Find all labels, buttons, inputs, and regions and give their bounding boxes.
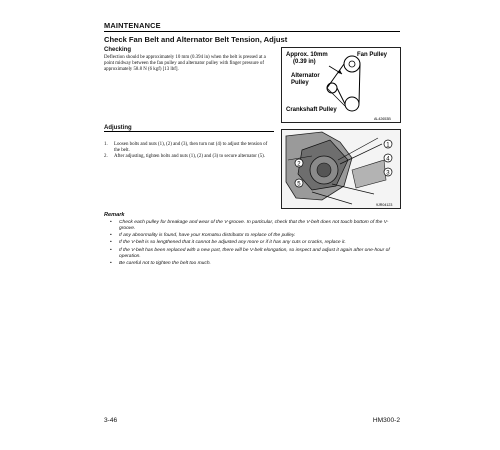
svg-text:5: 5 [297, 181, 301, 188]
adjusting-heading: Adjusting [104, 125, 132, 131]
model-code: HM300-2 [372, 417, 400, 424]
section-header: MAINTENANCE [104, 21, 161, 30]
adjusting-step: 2. After adjusting, tighten bolts and nuts (1), (2) and (3) to secure alternator (5). [104, 154, 266, 160]
page-number: 3-46 [104, 417, 118, 424]
label-alternator: Alternator [291, 73, 320, 79]
svg-text:3: 3 [386, 170, 390, 177]
fan-pulley [344, 56, 360, 72]
belt-line-2 [359, 64, 360, 104]
checking-text: Deflection should be approximately 10 mm (0.394 in) when the belt is pressed at a point midway between the fan pulley and alternator pulley with finger pressure of approximately 58.8 N (6 kgf) [13 lbf]. [104, 55, 266, 73]
remark-item: • Check each pulley for breakage and wear of the V-groove. In particular, check that the V-belt does not touch bottom of the V-groove. [110, 220, 389, 231]
label-crankshaft: Crankshaft Pulley [286, 107, 337, 113]
remark-item: • If any abnormality is found, have your Komatsu distributor to replace of the pulley. [110, 233, 296, 239]
adjusting-rule [104, 131, 274, 132]
checking-heading: Checking [104, 47, 132, 53]
header-rule [104, 31, 400, 32]
alternator-photo [282, 130, 400, 208]
svg-text:1: 1 [386, 142, 390, 149]
figure1-code: AL42653B [374, 117, 391, 121]
remark-item: • If the V-belt has been replaced with a new part, there will be V-belt elongation, so inspect and adjust it again after one-hour of operation. [110, 247, 390, 259]
alternator-photo-figure [281, 129, 401, 209]
remark-list [104, 220, 400, 268]
fan-pulley-hub [349, 61, 355, 67]
svg-text:2: 2 [297, 161, 301, 168]
label-pulley: Pulley [291, 80, 309, 86]
label-fan-pulley: Fan Pulley [357, 52, 388, 58]
figure2-code: 9JR04123 [376, 203, 393, 207]
page-title: Check Fan Belt and Alternator Belt Tension, Adjust [104, 35, 288, 44]
alternator-pulley [327, 83, 337, 93]
belt-diagram [282, 48, 400, 122]
crankshaft-pulley [345, 97, 359, 111]
remark-heading: Remark [104, 212, 125, 218]
label-approx-in: (0.39 in) [293, 59, 316, 65]
svg-text:4: 4 [386, 156, 390, 163]
remark-item: • If the V-belt is so lengthened that it cannot be adjusted any more or if it has any cuts or cracks, replace it. [110, 240, 346, 246]
adjusting-steps [104, 142, 274, 160]
belt-tension-figure [281, 47, 401, 123]
adjusting-step: 1. Loosen bolts and nuts (1), (2) and (3), then turn nut (4) to adjust the tension of the belt. [104, 142, 268, 154]
remark-item: • Be careful not to tighten the belt too much. [110, 260, 211, 266]
label-approx: Approx. 10mm [286, 52, 328, 58]
